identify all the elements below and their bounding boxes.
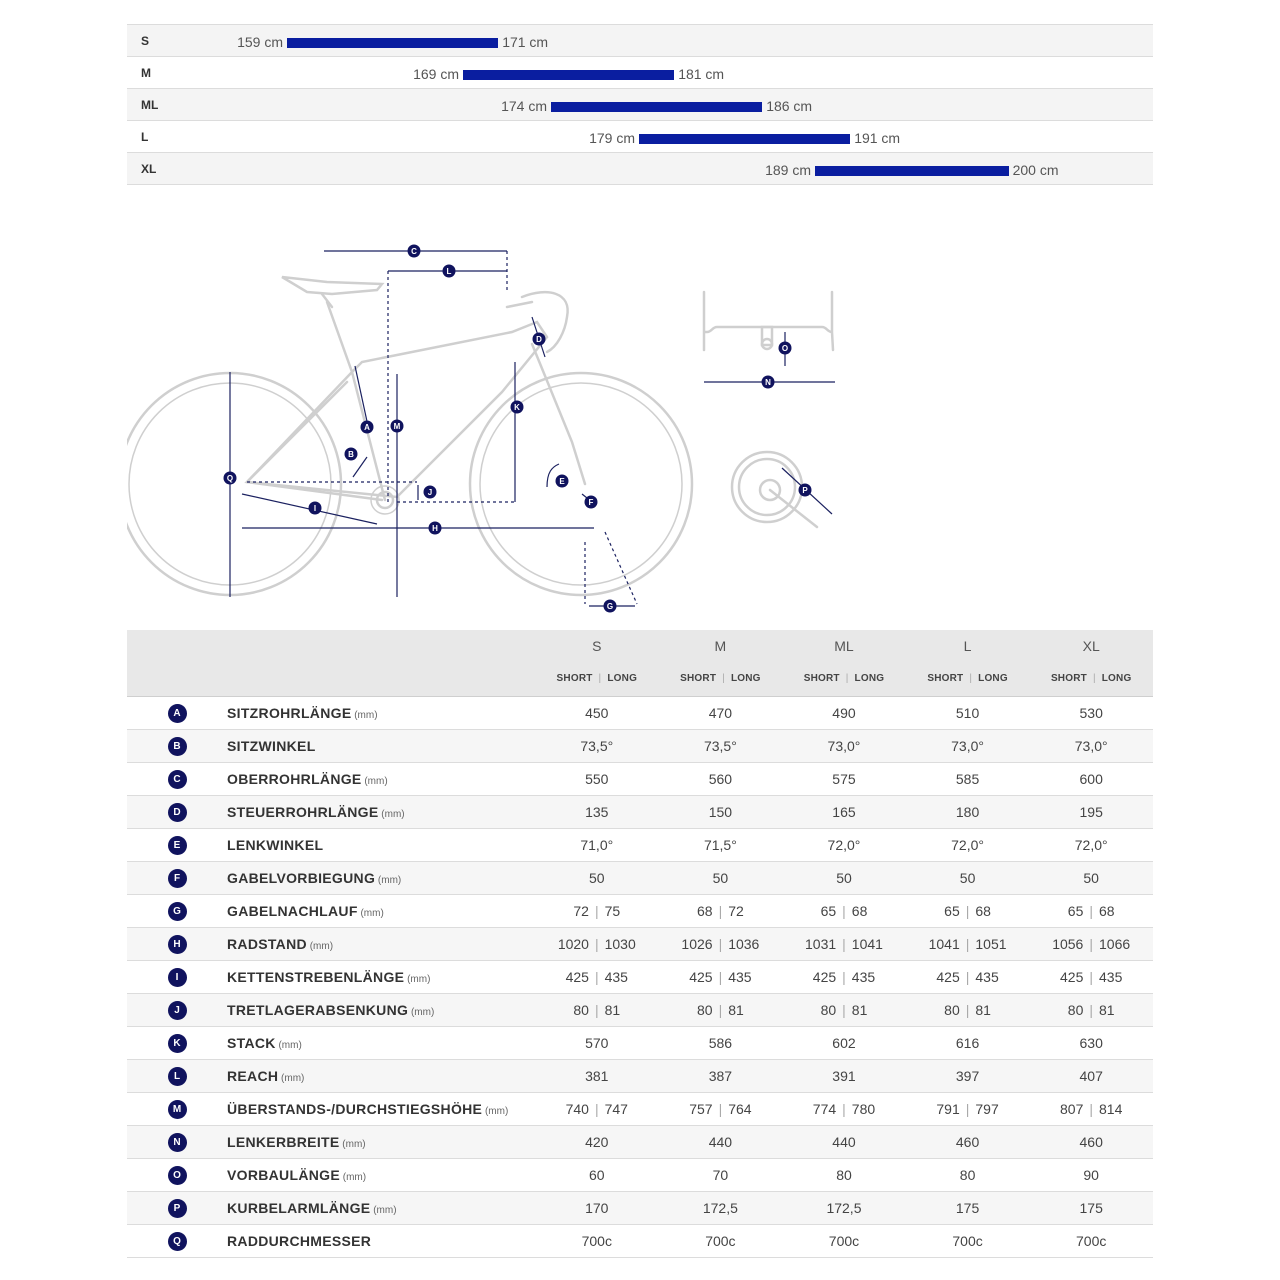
measurement-value: 65 | 68 (944, 902, 991, 919)
saddle (282, 277, 382, 294)
measurement-value: 450 (585, 704, 609, 721)
size-column-header: S (592, 638, 602, 654)
measurement-name: RADSTAND (227, 935, 307, 952)
measurement-value: 65 | 68 (820, 902, 868, 919)
geometry-row (127, 1092, 1153, 1125)
measurement-value: 65 | 68 (1067, 902, 1115, 919)
front-wheel-inner (480, 383, 682, 585)
chainring (732, 452, 802, 522)
size-chart-row (127, 88, 1153, 120)
size-chart-row (127, 152, 1153, 185)
measurement-value: 425 | 435 (565, 968, 628, 985)
measurement-name: TRETLAGERABSENKUNG (227, 1001, 409, 1018)
seat-tube (327, 302, 385, 500)
size-range-bar (815, 166, 1009, 176)
diagram-badge-l (443, 265, 456, 278)
measurement-value: 791 | 797 (936, 1100, 999, 1117)
measurement-value: 1041 | 1051 (928, 935, 1007, 952)
short-long-header: SHORT | LONG (680, 673, 761, 685)
measurement-value: 407 (1079, 1067, 1103, 1084)
measurement-value: 397 (955, 1067, 980, 1084)
letter-badge: Q (168, 1232, 187, 1251)
measurement-value: 80 | 81 (696, 1001, 744, 1018)
measurement-value: 72 | 75 (573, 902, 621, 919)
letter-badge: N (168, 1133, 187, 1152)
measurement-value: 175 (955, 1199, 980, 1216)
front-wheel (470, 373, 692, 595)
svg-text:D: D (536, 335, 542, 344)
size-chart-row (127, 120, 1153, 152)
geometry-row (127, 1059, 1153, 1092)
measurement-value: 68 | 72 (696, 902, 744, 919)
measurement-unit: (mm) (339, 1171, 367, 1183)
measurement-value: 165 (832, 803, 856, 820)
size-max-height: 181 cm (678, 66, 725, 82)
measurement-value: 757 | 764 (689, 1100, 752, 1117)
letter-badge: L (168, 1067, 187, 1086)
size-max-height: 171 cm (502, 34, 549, 50)
svg-text:M: M (393, 422, 401, 431)
diagram-badge-f (585, 496, 598, 509)
measurement-value: 1056 | 1066 (1052, 935, 1131, 952)
measurement-value: 72,0° (1074, 836, 1108, 853)
measurement-value: 807 | 814 (1060, 1100, 1123, 1117)
measurement-value: 50 (712, 869, 729, 886)
measurement-name: ÜBERSTANDS-/DURCHSTIEGSHÖHE (227, 1100, 483, 1117)
measurement-value: 80 (836, 1166, 852, 1183)
size-min-height: 179 cm (589, 130, 635, 146)
measurement-value: 172,5 (826, 1199, 862, 1216)
measurement-value: 135 (585, 803, 609, 820)
measurement-value: 510 (955, 704, 980, 721)
measurement-value: 700c (581, 1232, 612, 1249)
measurement-value: 80 | 81 (1067, 1001, 1115, 1018)
measurement-value: 460 (1079, 1133, 1103, 1150)
measurement-value: 585 (955, 770, 980, 787)
measurement-name: GABELVORBIEGUNG (227, 869, 376, 886)
measurement-value: 80 | 81 (573, 1001, 621, 1018)
svg-text:L: L (446, 267, 452, 276)
size-min-height: 159 cm (237, 34, 283, 50)
measurement-name: LENKERBREITE (227, 1133, 340, 1150)
size-chart (127, 24, 1153, 185)
measurement-unit: (mm) (339, 1138, 366, 1150)
geometry-row (127, 1026, 1153, 1059)
measurement-value: 90 (1083, 1166, 1099, 1183)
measurement-name: VORBAULÄNGE (227, 1166, 340, 1183)
svg-text:O: O (781, 344, 789, 353)
measurement-value: 195 (1079, 803, 1103, 820)
measurement-value: 150 (708, 803, 733, 820)
measurement-value: 1020 | 1030 (557, 935, 636, 952)
measurement-unit: (mm) (351, 709, 378, 721)
measurement-value: 391 (832, 1067, 856, 1084)
measurement-value: 381 (585, 1067, 609, 1084)
measurement-value: 630 (1079, 1034, 1103, 1051)
measurement-unit: (mm) (375, 874, 402, 886)
measurement-value: 570 (585, 1034, 609, 1051)
handlebar-front-view (704, 292, 833, 350)
measurement-value: 425 | 435 (1060, 968, 1123, 985)
svg-text:H: H (432, 524, 438, 533)
measurement-value: 425 | 435 (936, 968, 999, 985)
geometry-row (127, 1158, 1153, 1191)
letter-badge: E (168, 836, 187, 855)
rear-wheel (127, 373, 341, 595)
svg-text:E: E (559, 477, 565, 486)
svg-text:F: F (588, 498, 594, 507)
measurement-value: 170 (585, 1199, 609, 1216)
letter-badge: M (168, 1100, 187, 1119)
measurement-value: 50 (836, 869, 852, 886)
measurement-name: SITZROHRLÄNGE (227, 704, 352, 721)
size-range-bar (639, 134, 850, 144)
size-range-bar (551, 102, 762, 112)
measurement-value: 80 | 81 (820, 1001, 868, 1018)
diagram-badge-c (408, 245, 421, 258)
geometry-diagram (127, 232, 847, 622)
measurement-value: 560 (708, 770, 733, 787)
measurement-value: 602 (832, 1034, 856, 1051)
measurement-name: REACH (227, 1067, 279, 1084)
short-long-header: SHORT | LONG (803, 673, 885, 685)
diagram-badge-j (424, 486, 437, 499)
measurement-unit: (mm) (361, 775, 388, 787)
measurement-name: SITZWINKEL (227, 737, 316, 754)
letter-badge: I (168, 968, 187, 987)
measurement-name: KURBELARMLÄNGE (227, 1199, 371, 1216)
letter-badge: F (168, 869, 187, 888)
size-column-header: L (963, 638, 972, 654)
geometry-row (127, 1224, 1153, 1257)
letter-badge: C (168, 770, 187, 789)
measurement-value: 50 (959, 869, 976, 886)
letter-badge: P (168, 1199, 187, 1218)
measurement-unit: (mm) (357, 907, 384, 919)
letter-badge: G (168, 902, 187, 921)
diagram-badge-g (604, 600, 617, 613)
svg-text:Q: Q (226, 474, 234, 483)
measurement-value: 73,0° (827, 737, 861, 754)
short-long-header: SHORT | LONG (1050, 673, 1132, 685)
measurement-value: 80 (959, 1166, 976, 1183)
measurement-value: 1031 | 1041 (805, 935, 883, 952)
svg-text:N: N (765, 378, 771, 387)
measurement-value: 616 (955, 1034, 980, 1051)
measurement-value: 175 (1079, 1199, 1103, 1216)
measurement-value: 700c (952, 1232, 983, 1249)
letter-badge: H (168, 935, 187, 954)
measurement-value: 72,0° (827, 836, 861, 853)
measurement-value: 72,0° (951, 836, 984, 853)
measurement-value: 550 (585, 770, 609, 787)
size-min-height: 169 cm (413, 66, 459, 82)
letter-badge: A (168, 704, 187, 723)
measurement-name: LENKWINKEL (227, 836, 324, 853)
measurement-value: 420 (585, 1133, 609, 1150)
short-long-header: SHORT | LONG (927, 673, 1008, 685)
diagram-badge-i (309, 502, 322, 515)
size-chart-row (127, 24, 1153, 56)
diagram-badge-b (345, 448, 358, 461)
measurement-value: 470 (708, 704, 733, 721)
measurement-name: GABELNACHLAUF (227, 902, 358, 919)
stem (507, 302, 532, 307)
measurement-value: 71,5° (703, 836, 737, 853)
measurement-value: 700c (828, 1232, 860, 1249)
measurement-value: 73,5° (580, 737, 614, 754)
geometry-row (127, 696, 1153, 729)
letter-badge: J (168, 1001, 187, 1020)
geometry-row (127, 894, 1153, 927)
diagram-badge-m (391, 420, 404, 433)
geometry-row (127, 729, 1153, 762)
size-header-row (127, 630, 1153, 662)
diagram-badge-a (361, 421, 374, 434)
letter-badge: O (168, 1166, 187, 1185)
svg-text:B: B (348, 450, 354, 459)
measurement-unit: (mm) (404, 973, 431, 985)
geometry-table (127, 630, 1153, 1258)
diagram-badge-d (533, 333, 546, 346)
short-long-header: SHORT | LONG (556, 673, 638, 685)
geometry-row (127, 828, 1153, 861)
measurement-value: 740 | 747 (565, 1100, 628, 1117)
measurement-unit: (mm) (278, 1072, 305, 1084)
diagram-badge-o (779, 342, 792, 355)
size-label: L (141, 130, 149, 144)
measurement-value: 71,0° (580, 836, 614, 853)
measurement-value: 70 (712, 1166, 729, 1183)
measurement-unit: (mm) (370, 1204, 397, 1216)
size-column-header: ML (834, 638, 854, 654)
measurement-value: 530 (1079, 704, 1103, 721)
size-chart-row (127, 56, 1153, 88)
svg-text:J: J (427, 488, 433, 497)
measurement-value: 50 (589, 869, 605, 886)
measurement-value: 774 | 780 (812, 1100, 876, 1117)
measurement-value: 73,0° (1074, 737, 1108, 754)
size-label: M (141, 66, 151, 80)
size-min-height: 189 cm (765, 162, 811, 178)
diagram-badge-n (762, 376, 775, 389)
size-max-height: 191 cm (854, 130, 901, 146)
geometry-row (127, 795, 1153, 828)
geometry-row (127, 1191, 1153, 1224)
size-column-header: XL (1082, 638, 1100, 654)
measurement-value: 440 (832, 1133, 856, 1150)
measurement-unit: (mm) (275, 1039, 302, 1051)
size-range-bar (463, 70, 674, 80)
measurement-value: 460 (955, 1133, 980, 1150)
measurement-value: 172,5 (702, 1199, 738, 1216)
geometry-row (127, 861, 1153, 894)
measurement-value: 425 | 435 (812, 968, 876, 985)
diagram-badge-k (511, 401, 524, 414)
measurement-value: 440 (708, 1133, 733, 1150)
letter-badge: B (168, 737, 187, 756)
size-label: S (141, 34, 150, 48)
measurement-unit: (mm) (306, 940, 334, 952)
measurement-value: 73,0° (951, 737, 984, 754)
size-column-header: M (714, 638, 727, 654)
size-max-height: 200 cm (1012, 162, 1059, 178)
svg-text:I: I (313, 504, 317, 513)
measurement-value: 586 (708, 1034, 733, 1051)
measurement-unit: (mm) (408, 1006, 435, 1018)
measurement-unit: (mm) (378, 808, 405, 820)
measurement-value: 700c (1076, 1232, 1107, 1249)
measurement-name: RADDURCHMESSER (227, 1232, 372, 1249)
geometry-row (127, 993, 1153, 1026)
size-min-height: 174 cm (501, 98, 547, 114)
size-range-bar (287, 38, 498, 48)
measurement-name: KETTENSTREBENLÄNGE (227, 968, 405, 985)
fork (532, 344, 585, 484)
measurement-unit: (mm) (482, 1105, 509, 1117)
measurement-value: 73,5° (703, 737, 737, 754)
letter-badge: D (168, 803, 187, 822)
diagram-badge-p (799, 484, 812, 497)
size-max-height: 186 cm (766, 98, 813, 114)
svg-text:P: P (802, 486, 808, 495)
geometry-row (127, 927, 1153, 960)
size-label: XL (141, 162, 157, 176)
measurement-value: 425 | 435 (689, 968, 752, 985)
measurement-name: OBERROHRLÄNGE (227, 770, 362, 787)
measurement-value: 600 (1079, 770, 1103, 787)
measurement-value: 60 (589, 1166, 605, 1183)
measurement-name: STEUERROHRLÄNGE (227, 803, 379, 820)
svg-text:C: C (411, 247, 417, 256)
measurement-value: 575 (832, 770, 856, 787)
svg-text:K: K (514, 403, 520, 412)
geometry-row (127, 960, 1153, 993)
measurement-value: 490 (832, 704, 856, 721)
diagram-badge-q (224, 472, 237, 485)
diagram-badge-e (556, 475, 569, 488)
handlebar (522, 292, 568, 352)
svg-text:G: G (606, 602, 614, 611)
measurement-name: STACK (227, 1034, 276, 1051)
letter-badge: K (168, 1034, 187, 1053)
measurement-value: 700c (705, 1232, 736, 1249)
svg-text:A: A (364, 423, 370, 432)
measurement-value: 387 (708, 1067, 733, 1084)
chain-stay (247, 482, 382, 500)
size-label: ML (141, 98, 159, 112)
diagram-badge-h (429, 522, 442, 535)
geometry-row (127, 1125, 1153, 1158)
geometry-row (127, 762, 1153, 795)
measurement-value: 80 | 81 (944, 1001, 991, 1018)
measurement-value: 1026 | 1036 (681, 935, 760, 952)
measurement-value: 180 (955, 803, 980, 820)
short-long-header-row (127, 662, 1153, 696)
measurement-value: 50 (1083, 869, 1099, 886)
